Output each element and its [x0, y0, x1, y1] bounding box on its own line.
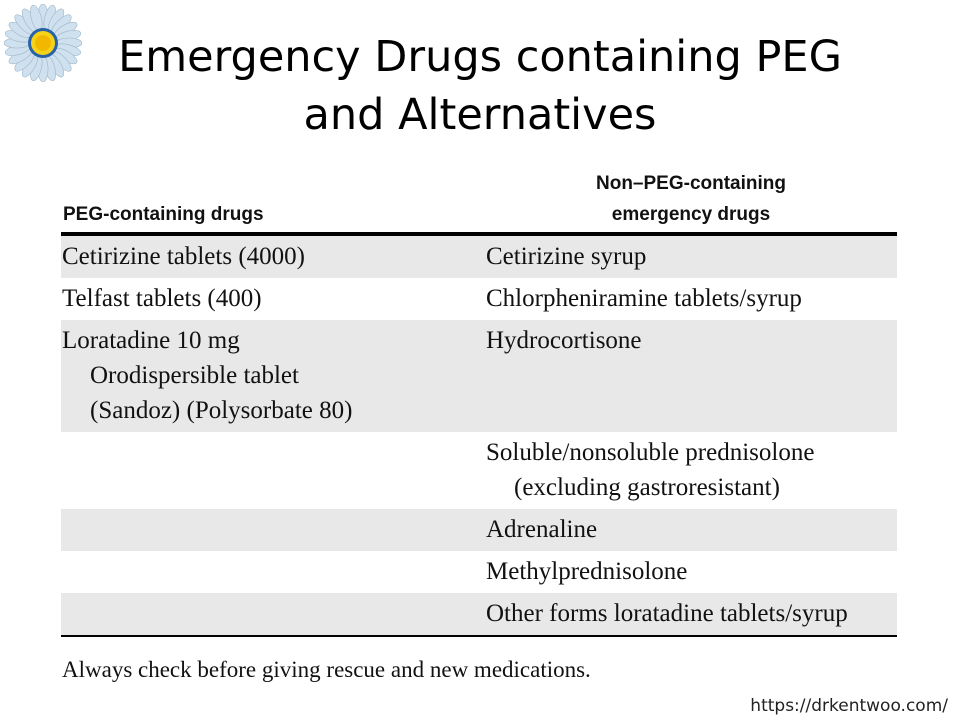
- nonpeg-drug-line: Cetirizine syrup: [486, 243, 647, 270]
- peg-drug-cell: [61, 432, 486, 509]
- nonpeg-drug-line: Other forms loratadine tablets/syrup: [486, 600, 848, 627]
- table-row: [61, 278, 897, 320]
- source-url: https://drkentwoo.com/: [750, 696, 948, 716]
- table-header: [61, 168, 897, 232]
- nonpeg-drug-line: Methylprednisolone: [486, 558, 688, 585]
- title-line-2: and Alternatives: [303, 90, 657, 140]
- nonpeg-drug-line: (excluding gastroresistant): [514, 474, 780, 501]
- peg-drug-cell: [61, 320, 486, 432]
- drug-table: [61, 168, 897, 637]
- nonpeg-drug-line: Chlorpheniramine tablets/syrup: [486, 285, 802, 312]
- title-line-1: Emergency Drugs containing PEG: [118, 32, 842, 82]
- nonpeg-drug-cell: [486, 320, 897, 432]
- logo-core: [35, 35, 51, 51]
- table-row: [61, 509, 897, 551]
- table-row: [61, 593, 897, 635]
- peg-drug-cell: [61, 593, 486, 635]
- nonpeg-drug-cell: [486, 509, 897, 551]
- table-row: [61, 551, 897, 593]
- nonpeg-drug-line: Soluble/nonsoluble prednisolone: [486, 439, 815, 466]
- table-footnote: Always check before giving rescue and new medications.: [62, 657, 591, 682]
- nonpeg-drug-cell: [486, 551, 897, 593]
- peg-drug-line: Telfast tablets (400): [62, 285, 262, 312]
- nonpeg-drug-cell: [486, 236, 897, 278]
- nonpeg-drug-line: Hydrocortisone: [486, 327, 642, 354]
- nonpeg-drug-cell: [486, 593, 897, 635]
- peg-drug-cell: [61, 236, 486, 278]
- peg-drug-cell: [61, 278, 486, 320]
- peg-drug-cell: [61, 509, 486, 551]
- header-nonpeg-drugs: [486, 168, 896, 230]
- peg-drug-line: Loratadine 10 mg: [62, 327, 240, 354]
- header-peg-drugs: PEG-containing drugs: [63, 204, 264, 225]
- header-nonpeg-line-2: emergency drugs: [611, 204, 771, 225]
- nonpeg-drug-line: Adrenaline: [486, 516, 598, 543]
- table-row: [61, 236, 897, 278]
- header-nonpeg-line-1: Non–PEG-containing: [596, 173, 786, 194]
- slide-title: [70, 28, 890, 144]
- table-bottom-rule: [61, 635, 897, 637]
- nonpeg-drug-cell: [486, 432, 897, 509]
- peg-drug-cell: [61, 551, 486, 593]
- peg-drug-line: Orodispersible tablet: [90, 362, 299, 389]
- table-body: [61, 236, 897, 635]
- nonpeg-drug-cell: [486, 278, 897, 320]
- table-row: [61, 432, 897, 509]
- peg-drug-line: Cetirizine tablets (4000): [62, 243, 305, 270]
- peg-drug-line: (Sandoz) (Polysorbate 80): [90, 397, 353, 424]
- table-row: [61, 320, 897, 432]
